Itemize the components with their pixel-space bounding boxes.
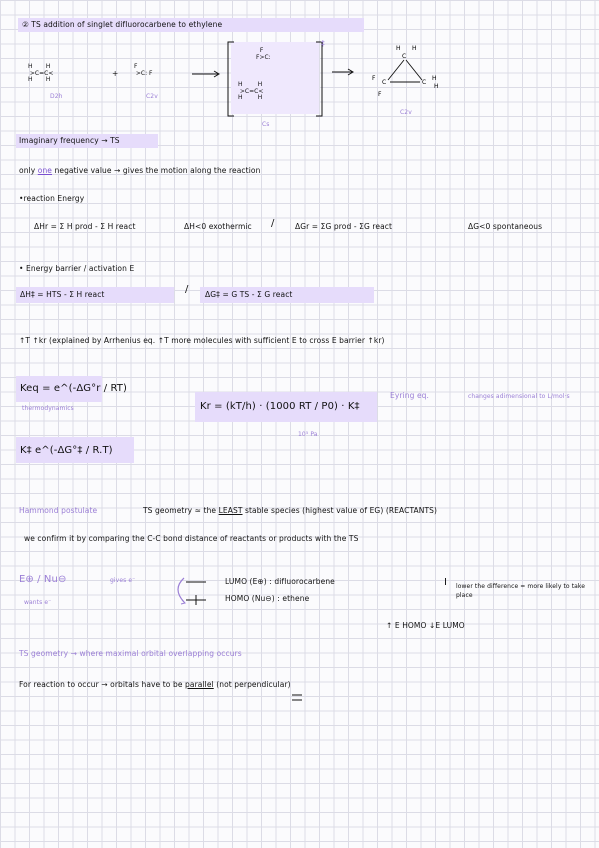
ts-dagger: ‡ [321, 39, 325, 48]
plus-sign: + [112, 69, 119, 78]
carbene-symmetry: C2v [146, 93, 158, 100]
fmo-homo-lumo: ↑ E HOMO ↓E LUMO [386, 621, 465, 630]
reaction-arrow-1 [192, 70, 222, 78]
reaction-arrow-2 [332, 68, 356, 76]
dh-equation: ΔHr = Σ H prod - Σ H react [34, 222, 136, 231]
parallel-lines-sketch [290, 692, 304, 704]
product-symmetry: C2v [400, 109, 412, 116]
fmo-lower-note: lower the difference = more likely to take place [456, 583, 586, 599]
imaginary-line [19, 167, 260, 175]
barrier-dg-equation: ΔG‡ = G TS - Σ G react [205, 290, 293, 299]
kdagger-formula: K‡ e^(-ΔG°‡ / R.T) [20, 445, 113, 456]
svg-text:H: H [412, 45, 417, 52]
orbitals-line [19, 681, 291, 689]
ts-symmetry: Cs [262, 121, 270, 128]
fmo-gives-note: gives e⁻ [110, 577, 136, 584]
fmo-orbital-diagram [172, 574, 212, 608]
barrier-heading: • Energy barrier / activation E [19, 264, 135, 273]
hammond-text-post: stable species (highest value of EG) (REACTANTS) [245, 506, 438, 515]
barrier-dh-equation: ΔH‡ = HTS - Σ H react [20, 290, 105, 299]
ts-ethylene-part: H H >C=C< H H [238, 81, 264, 102]
dg-note: ΔG<0 spontaneous [468, 222, 543, 231]
svg-text:F: F [372, 75, 376, 82]
imaginary-line-one: one [37, 166, 53, 175]
hammond-text [143, 507, 437, 515]
ts-brackets [226, 40, 326, 118]
ethylene-symmetry: D2h [50, 93, 63, 100]
dg-equation: ΔGr = ΣG prod - ΣG react [295, 222, 393, 231]
keq-note: thermodynamics [22, 405, 74, 412]
fmo-lumo: LUMO (E⊕) : difluorocarbene [225, 577, 335, 586]
reaction-energy-heading: •reaction Energy [19, 194, 85, 203]
fmo-homo: HOMO (Nu⊖) : ethene [225, 594, 310, 603]
eyring-p0: 10⁵ Pa [298, 431, 318, 438]
ethylene-molecule: H H >C=C< H H [28, 63, 54, 84]
hammond-label: Hammond postulate [19, 506, 98, 515]
svg-text:C: C [422, 79, 427, 86]
svg-text:H: H [432, 75, 437, 82]
carbene-molecule: F >C: F [134, 63, 153, 77]
orbitals-line-pre: For reaction to occur → orbitals have to be [19, 680, 183, 689]
hammond-least: LEAST [218, 506, 243, 515]
fmo-bracket: I [444, 577, 448, 588]
divider-slash-1: / [271, 218, 275, 229]
ts-geometry-line: TS geometry → where maximal orbital overlapping occurs [19, 649, 242, 658]
divider-slash-2: / [185, 284, 189, 295]
eyring-note: Eyring eq. [390, 391, 430, 400]
imaginary-line-pre: only [19, 166, 36, 175]
svg-text:F: F [378, 91, 382, 98]
hammond-text-pre: TS geometry ≈ the [143, 506, 217, 515]
page-title: ② TS addition of singlet difluorocarbene to ethylene [22, 20, 223, 29]
fmo-wants-note: wants e⁻ [24, 599, 52, 606]
eyring-dimension-note: changes adimensional to L/mol·s [468, 393, 570, 400]
arrhenius-line: ↑T ↑kr (explained by Arrhenius eq. ↑T more molecules with sufficient E to cross E barrier ↑kr) [19, 336, 385, 345]
svg-text:H: H [396, 45, 401, 52]
dh-note: ΔH<0 exothermic [184, 222, 252, 231]
imaginary-heading: Imaginary frequency → TS [19, 136, 120, 145]
keq-formula: Keq = e^(-ΔG°r / RT) [20, 383, 127, 394]
svg-text:C: C [382, 79, 387, 86]
imaginary-line-post: negative value → gives the motion along the reaction [54, 166, 261, 175]
svg-text:H: H [434, 83, 439, 90]
fmo-electrophile-nucleophile: E⊕ / Nu⊖ [19, 574, 67, 585]
svg-text:C: C [402, 53, 407, 60]
orbitals-line-post: (not perpendicular) [216, 680, 291, 689]
eyring-formula: Kr = (kT/h) · (1000 RT / P0) · K‡ [200, 401, 360, 412]
hammond-confirm: we confirm it by comparing the C-C bond distance of reactants or products with the TS [24, 534, 359, 543]
ts-carbene-part: F F>C: [256, 47, 271, 61]
cyclopropane-product [372, 40, 452, 104]
orbitals-parallel: parallel [185, 680, 214, 689]
